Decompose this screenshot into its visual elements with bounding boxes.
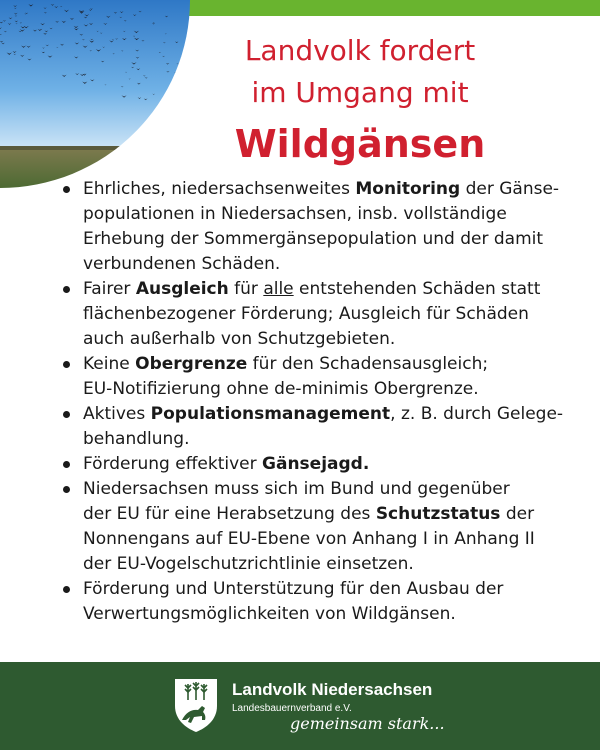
goose-silhouette [182,104,187,106]
demand-text: flächenbezogener Förderung; Ausgleich für Schäden [83,304,529,324]
demand-text: auch außerhalb von Schutzgebieten. [83,329,396,349]
demand-text: der Gänse- [460,179,560,199]
demand-keyword: Populationsmanagement [150,404,391,424]
goose-silhouette [181,56,184,57]
bullet-icon [63,486,70,493]
footer [0,662,600,750]
demand-text: für [228,279,264,299]
demand-text: für den Schadensausgleich; [247,354,489,374]
demand-text: Niedersachsen muss sich im Bund und gegenüber [83,479,510,499]
demand-text: Verwertungsmöglichkeiten von Wildgänsen. [83,604,456,624]
demand-text: EU-Notifizierung ohne de-minimis Obergrenze. [83,379,479,399]
geese-flock-photo [0,0,190,188]
demands-list [60,177,590,627]
demand-keyword: Schutzstatus [375,504,501,524]
demand-text: Ehrliches, niedersachsenweites [83,179,356,199]
headline-line-2: im Umgang mit [251,76,469,109]
demand-item [60,477,590,577]
demand-text: Erhebung der Sommergänsepopulation und der damit [83,229,544,249]
bullet-icon [63,461,70,468]
demand-item [60,352,590,402]
demand-keyword: Ausgleich [135,279,229,299]
goose-silhouette [176,74,179,75]
demand-item [60,402,590,452]
bullet-icon [63,411,70,418]
headline [190,30,530,170]
goose-silhouette [177,111,182,113]
demand-text: verbundenen Schäden. [83,254,281,274]
demand-text: Aktives [83,404,151,424]
goose-silhouette [173,96,176,98]
demand-text: Fairer [83,279,136,299]
bullet-icon [63,286,70,293]
org-slogan: gemeinsam stark... [290,714,445,733]
demand-text: der EU-Vogelschutzrichtlinie einsetzen. [83,554,414,574]
demand-keyword: Obergrenze [135,354,248,374]
demand-text: Förderung effektiver [83,454,263,474]
demand-item [60,277,590,352]
demand-emphasis: alle [263,279,294,299]
demand-item [60,452,590,477]
demand-text: entstehenden Schäden statt [293,279,541,299]
demand-text: behandlung. [83,429,190,449]
demand-item [60,577,590,627]
goose-silhouette [181,79,186,81]
demand-text: Nonnengans auf EU-Ebene von Anhang I in Anhang II [83,529,535,549]
top-accent-bar [180,0,600,16]
demand-text: , z. B. durch Gelege- [390,404,564,424]
demand-text: populationen in Niedersachsen, insb. vollständige [83,204,507,224]
demand-item [60,177,590,277]
bullet-icon [63,361,70,368]
demand-keyword: Monitoring [355,179,461,199]
org-subtitle: Landesbauernverband e.V. [232,703,352,714]
bullet-icon [63,186,70,193]
demand-text: Förderung und Unterstützung für den Ausbau der [83,579,504,599]
org-name: Landvolk Niedersachsen [232,680,433,699]
goose-silhouette [182,81,185,82]
headline-line-1: Landvolk fordert [244,34,476,67]
goose-silhouette [162,108,165,110]
horse-shield-logo [172,676,220,734]
demand-keyword: Gänsejagd. [262,454,370,474]
demand-text: der EU für eine Herabsetzung des [83,504,376,524]
bullet-icon [63,586,70,593]
demand-text: der [500,504,535,524]
headline-main: Wildgänsen [234,122,486,166]
demand-text: Keine [83,354,136,374]
